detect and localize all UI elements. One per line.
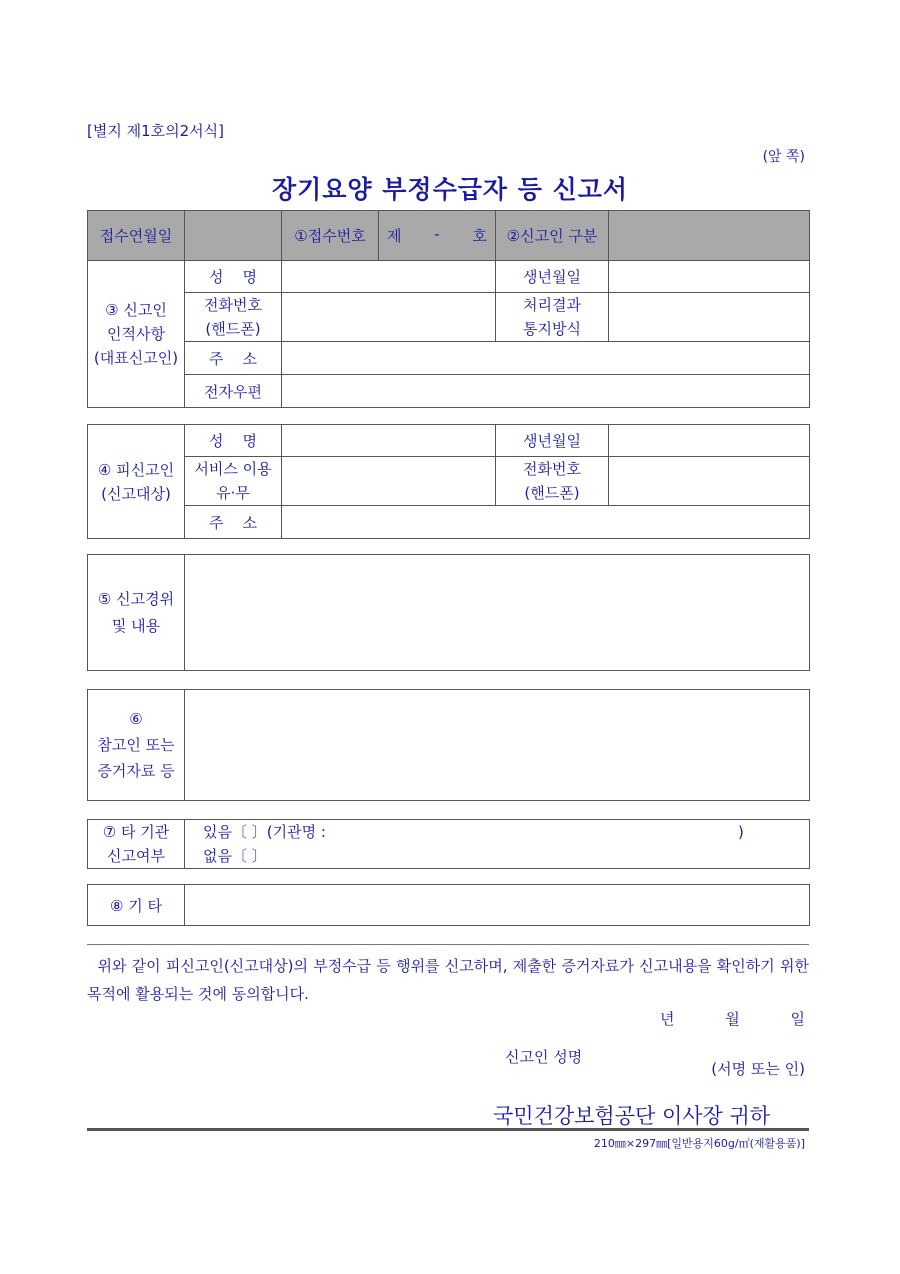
misc-table: [87, 884, 810, 926]
form-title: 장기요양 부정수급자 등 신고서: [271, 175, 629, 204]
details-section-label: ⑤ 신고경위 및 내용: [88, 555, 185, 671]
reporter-section-label: ③ 신고인 인적사항 (대표신고인): [88, 261, 185, 408]
subject-table: [87, 424, 810, 539]
other-agency-yes-close: ): [738, 823, 744, 841]
received-date-field[interactable]: [185, 211, 282, 261]
page-side-label: (앞 쪽): [762, 149, 805, 165]
signer-label: 신고인 성명: [505, 1048, 583, 1066]
details-table: [87, 554, 810, 671]
reporter-type-label: ②신고인 구분: [496, 211, 609, 261]
sign-note: (서명 또는 인): [711, 1060, 805, 1078]
subject-address-field[interactable]: [282, 506, 810, 539]
reporter-name-label: 성 명: [185, 261, 282, 293]
subject-name-field[interactable]: [282, 425, 496, 457]
subject-service-field[interactable]: [282, 457, 496, 506]
reporter-table: [87, 210, 810, 408]
subject-name-label: 성 명: [185, 425, 282, 457]
subject-phone-label: 전화번호 (핸드폰): [496, 457, 609, 506]
date-line: [660, 1008, 805, 1029]
subject-birth-field[interactable]: [609, 425, 810, 457]
evidence-field[interactable]: [185, 690, 810, 801]
divider: [87, 944, 809, 945]
date-day: 일: [790, 1010, 805, 1028]
form-number-label: [별지 제1호의2서식]: [87, 122, 224, 140]
other-agency-field[interactable]: [185, 820, 810, 869]
paper-spec: 210㎜×297㎜[일반용지60g/㎡(재활용품)]: [593, 1137, 805, 1150]
reporter-type-field[interactable]: [609, 211, 810, 261]
reporter-address-label: 주 소: [185, 342, 282, 375]
reporter-email-field[interactable]: [282, 375, 810, 408]
reporter-phone-field[interactable]: [282, 293, 496, 342]
other-agency-no-option[interactable]: 없음〔 〕: [203, 847, 267, 865]
subject-phone-field[interactable]: [609, 457, 810, 506]
other-agency-yes-option[interactable]: 있음〔 〕(기관명 :: [203, 823, 326, 841]
reporter-email-label: 전자우편: [185, 375, 282, 408]
reporter-notify-label: 처리결과 통지방식: [496, 293, 609, 342]
received-date-label: 접수연월일: [88, 211, 185, 261]
details-field[interactable]: [185, 555, 810, 671]
misc-section-label: ⑧ 기 타: [88, 885, 185, 926]
evidence-section-label: ⑥ 참고인 또는 증거자료 등: [88, 690, 185, 801]
recipient: 국민건강보험공단 이사장 귀하: [493, 1104, 771, 1128]
subject-birth-label: 생년월일: [496, 425, 609, 457]
reporter-notify-field[interactable]: [609, 293, 810, 342]
received-no-label: ①접수번호: [282, 211, 379, 261]
date-year: 년: [660, 1010, 675, 1028]
subject-section-label: ④ 피신고인 (신고대상): [88, 425, 185, 539]
no-suffix: 호: [472, 227, 487, 245]
date-month: 월: [725, 1010, 740, 1028]
no-prefix: 제: [387, 227, 402, 245]
reporter-phone-label: 전화번호 (핸드폰): [185, 293, 282, 342]
misc-field[interactable]: [185, 885, 810, 926]
reporter-birth-label: 생년월일: [496, 261, 609, 293]
reporter-birth-field[interactable]: [609, 261, 810, 293]
other-agency-table: [87, 819, 810, 869]
evidence-table: [87, 689, 810, 801]
no-dash: -: [434, 225, 440, 243]
consent-note: 위와 같이 피신고인(신고대상)의 부정수급 등 행위를 신고하며, 제출한 증거자료가 신고내용을 확인하기 위한 목적에 활용되는 것에 동의합니다.: [87, 957, 809, 1003]
bottom-rule: [87, 1128, 809, 1131]
reporter-address-field[interactable]: [282, 342, 810, 375]
other-agency-section-label: ⑦ 타 기관 신고여부: [88, 820, 185, 869]
subject-service-label: 서비스 이용 유·무: [185, 457, 282, 506]
reporter-name-field[interactable]: [282, 261, 496, 293]
subject-address-label: 주 소: [185, 506, 282, 539]
received-no-field[interactable]: [379, 211, 496, 261]
